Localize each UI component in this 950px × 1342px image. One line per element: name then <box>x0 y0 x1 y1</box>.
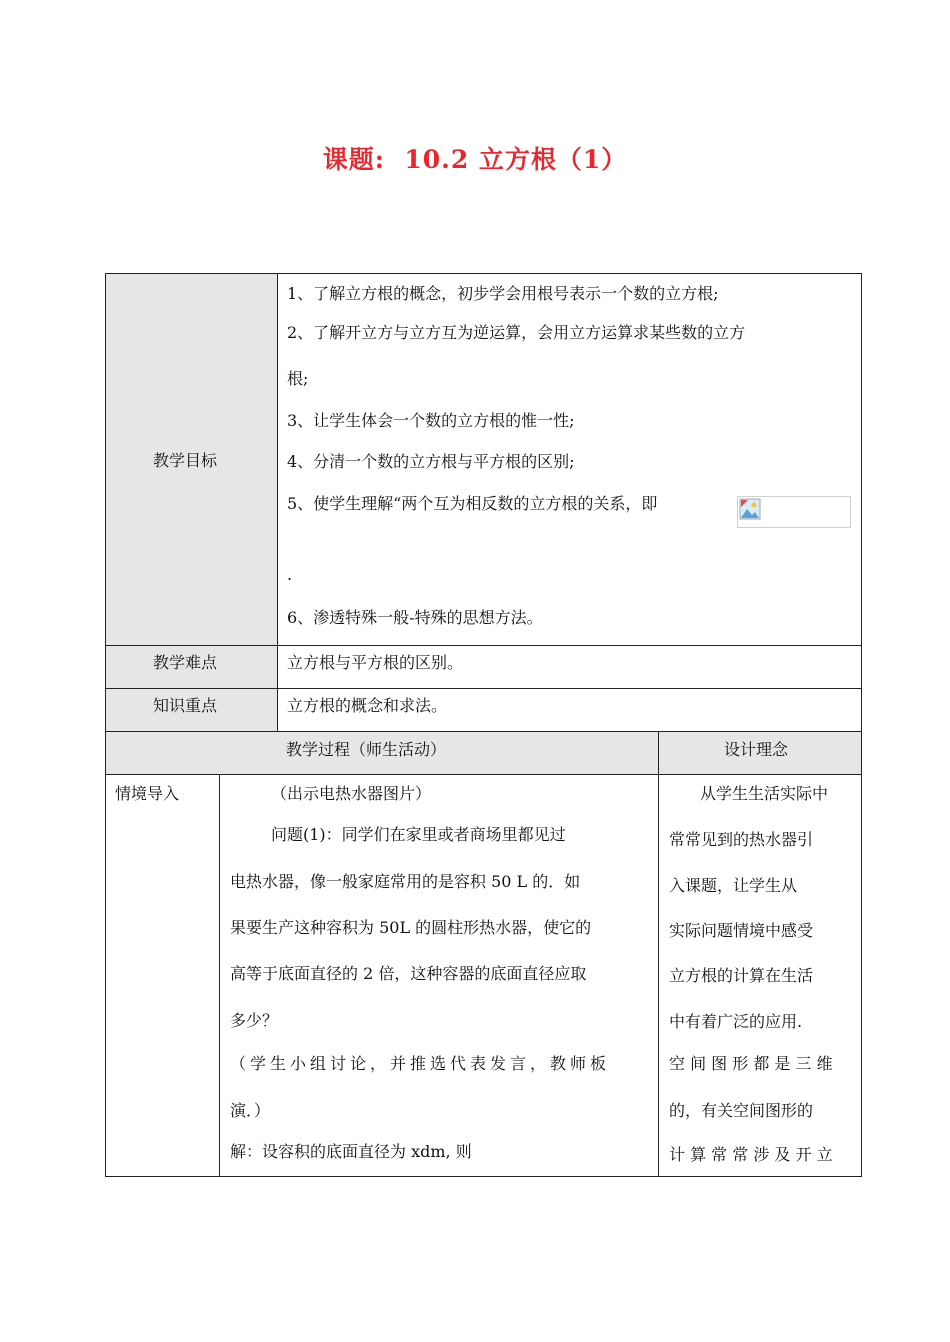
intro-line: 果要生产这种容积为 50L 的圆柱形热水器，使它的 <box>230 918 592 937</box>
broken-image-icon <box>739 498 761 520</box>
design-line: 的，有关空间图形的 <box>669 1101 814 1120</box>
objective-line: 1、了解立方根的概念，初步学会用根号表示一个数的立方根; <box>287 284 719 303</box>
intro-line: （出示电热水器图片） <box>271 784 432 803</box>
intro-line: 解：设容积的底面直径为 xdm, 则 <box>230 1142 472 1161</box>
design-line: 常常见到的热水器引 <box>669 830 814 849</box>
difficulty-label: 教学难点 <box>153 653 218 672</box>
intro-label: 情境导入 <box>115 784 180 803</box>
page-title: 课题: 10.2 立方根（1） <box>322 145 628 174</box>
intro-line: 演．） <box>230 1101 271 1120</box>
broken-formula-image <box>737 496 851 528</box>
objective-line: . <box>287 565 293 584</box>
design-line: 实际问题情境中感受 <box>669 921 814 940</box>
intro-line: 问题(1)：同学们在家里或者商场里都见过 <box>271 825 566 844</box>
objective-line: 根; <box>287 369 309 388</box>
design-line: 入课题，让学生从 <box>669 876 798 895</box>
key-points-text: 立方根的概念和求法。 <box>287 696 448 715</box>
intro-line: 高等于底面直径的 2 倍，这种容器的底面直径应取 <box>230 964 587 983</box>
objective-line: 2、了解开立方与立方互为逆运算，会用立方运算求某些数的立方 <box>287 323 746 342</box>
design-line: 计 算 常 常 涉 及 开 立 <box>669 1145 833 1164</box>
design-line: 空 间 图 形 都 是 三 维 <box>669 1054 833 1073</box>
design-line: 立方根的计算在生活 <box>669 966 814 985</box>
design-line: 中有着广泛的应用. <box>669 1012 803 1031</box>
key-points-label: 知识重点 <box>153 696 218 715</box>
lesson-plan-table <box>105 273 862 1177</box>
objectives-label: 教学目标 <box>153 451 218 470</box>
intro-line: 电热水器，像一般家庭常用的是容积 50 L 的．如 <box>230 872 581 891</box>
objective-line: 6、渗透特殊一般-特殊的思想方法。 <box>287 608 543 627</box>
objective-line: 4、分清一个数的立方根与平方根的区别; <box>287 452 575 471</box>
process-header-right: 设计理念 <box>724 740 789 759</box>
difficulty-text: 立方根与平方根的区别。 <box>287 653 464 672</box>
design-line: 从学生生活实际中 <box>700 784 829 803</box>
objective-line: 3、让学生体会一个数的立方根的惟一性; <box>287 411 575 430</box>
intro-line: 多少？ <box>230 1011 279 1030</box>
process-header-left: 教学过程（师生活动） <box>286 740 447 759</box>
objective-line: 5、使学生理解“两个互为相反数的立方根的关系，即 <box>287 494 658 513</box>
intro-line: （学生小组讨论，并推选代表发言，教师板 <box>230 1054 611 1073</box>
